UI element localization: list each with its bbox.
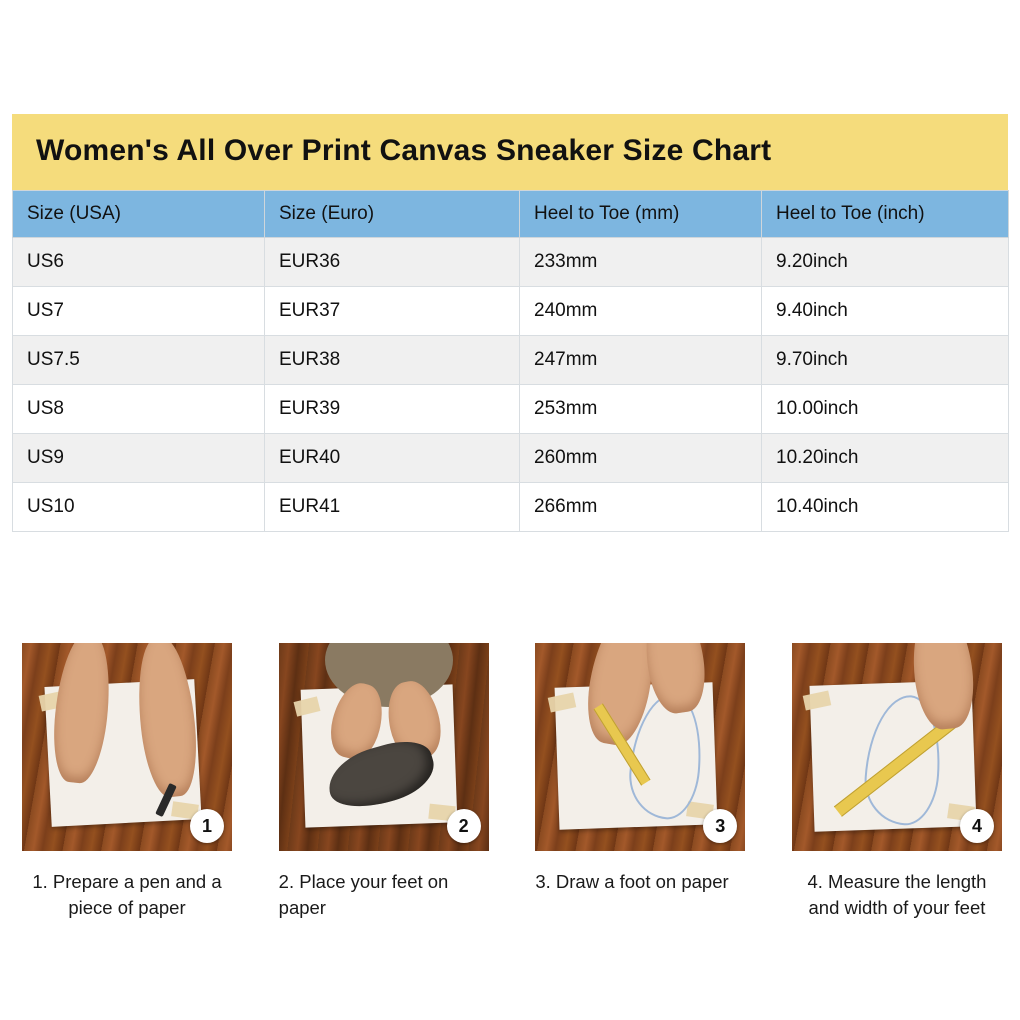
cell-heel-to-toe-mm: 240mm [520, 287, 762, 336]
size-table [12, 190, 1009, 532]
instruction-step [22, 643, 232, 921]
cell-size-euro: EUR37 [265, 287, 520, 336]
column-header-heel-to-toe-mm: Heel to Toe (mm) [520, 191, 762, 238]
measure-instructions [22, 643, 1002, 921]
table-header-row [13, 191, 1009, 238]
cell-size-euro: EUR40 [265, 434, 520, 483]
column-header-size-usa: Size (USA) [13, 191, 265, 238]
cell-size-euro: EUR36 [265, 238, 520, 287]
cell-size-euro: EUR39 [265, 385, 520, 434]
cell-heel-to-toe-inch: 10.20inch [762, 434, 1009, 483]
cell-heel-to-toe-inch: 9.70inch [762, 336, 1009, 385]
cell-size-usa: US9 [13, 434, 265, 483]
step-number-badge: 2 [447, 809, 481, 843]
cell-size-usa: US10 [13, 483, 265, 532]
cell-size-usa: US8 [13, 385, 265, 434]
instruction-step [535, 643, 745, 921]
step-number-badge: 3 [703, 809, 737, 843]
instruction-step [792, 643, 1002, 921]
cell-heel-to-toe-mm: 266mm [520, 483, 762, 532]
cell-heel-to-toe-inch: 9.20inch [762, 238, 1009, 287]
cell-size-usa: US7.5 [13, 336, 265, 385]
table-row [13, 336, 1009, 385]
cell-size-euro: EUR41 [265, 483, 520, 532]
cell-heel-to-toe-inch: 10.40inch [762, 483, 1009, 532]
page-title: Women's All Over Print Canvas Sneaker Size Chart [12, 114, 1008, 190]
table-row [13, 287, 1009, 336]
cell-size-usa: US6 [13, 238, 265, 287]
step-caption: 3. Draw a foot on paper [535, 871, 729, 892]
size-chart [12, 114, 1008, 532]
step-3-photo [535, 643, 745, 851]
step-caption: 4. Measure the length and width of your feet [807, 871, 987, 918]
step-number-badge: 1 [190, 809, 224, 843]
cell-heel-to-toe-mm: 247mm [520, 336, 762, 385]
instruction-step [279, 643, 489, 921]
step-number-badge: 4 [960, 809, 994, 843]
step-caption: 2. Place your feet on paper [278, 871, 449, 918]
cell-heel-to-toe-mm: 233mm [520, 238, 762, 287]
column-header-heel-to-toe-inch: Heel to Toe (inch) [762, 191, 1009, 238]
step-1-photo [22, 643, 232, 851]
table-row [13, 385, 1009, 434]
step-4-photo [792, 643, 1002, 851]
step-caption: 1. Prepare a pen and a piece of paper [32, 871, 222, 918]
table-row [13, 238, 1009, 287]
table-row [13, 483, 1009, 532]
cell-size-usa: US7 [13, 287, 265, 336]
cell-heel-to-toe-mm: 253mm [520, 385, 762, 434]
column-header-size-euro: Size (Euro) [265, 191, 520, 238]
table-row [13, 434, 1009, 483]
cell-heel-to-toe-mm: 260mm [520, 434, 762, 483]
cell-heel-to-toe-inch: 9.40inch [762, 287, 1009, 336]
cell-heel-to-toe-inch: 10.00inch [762, 385, 1009, 434]
step-2-photo [279, 643, 489, 851]
cell-size-euro: EUR38 [265, 336, 520, 385]
